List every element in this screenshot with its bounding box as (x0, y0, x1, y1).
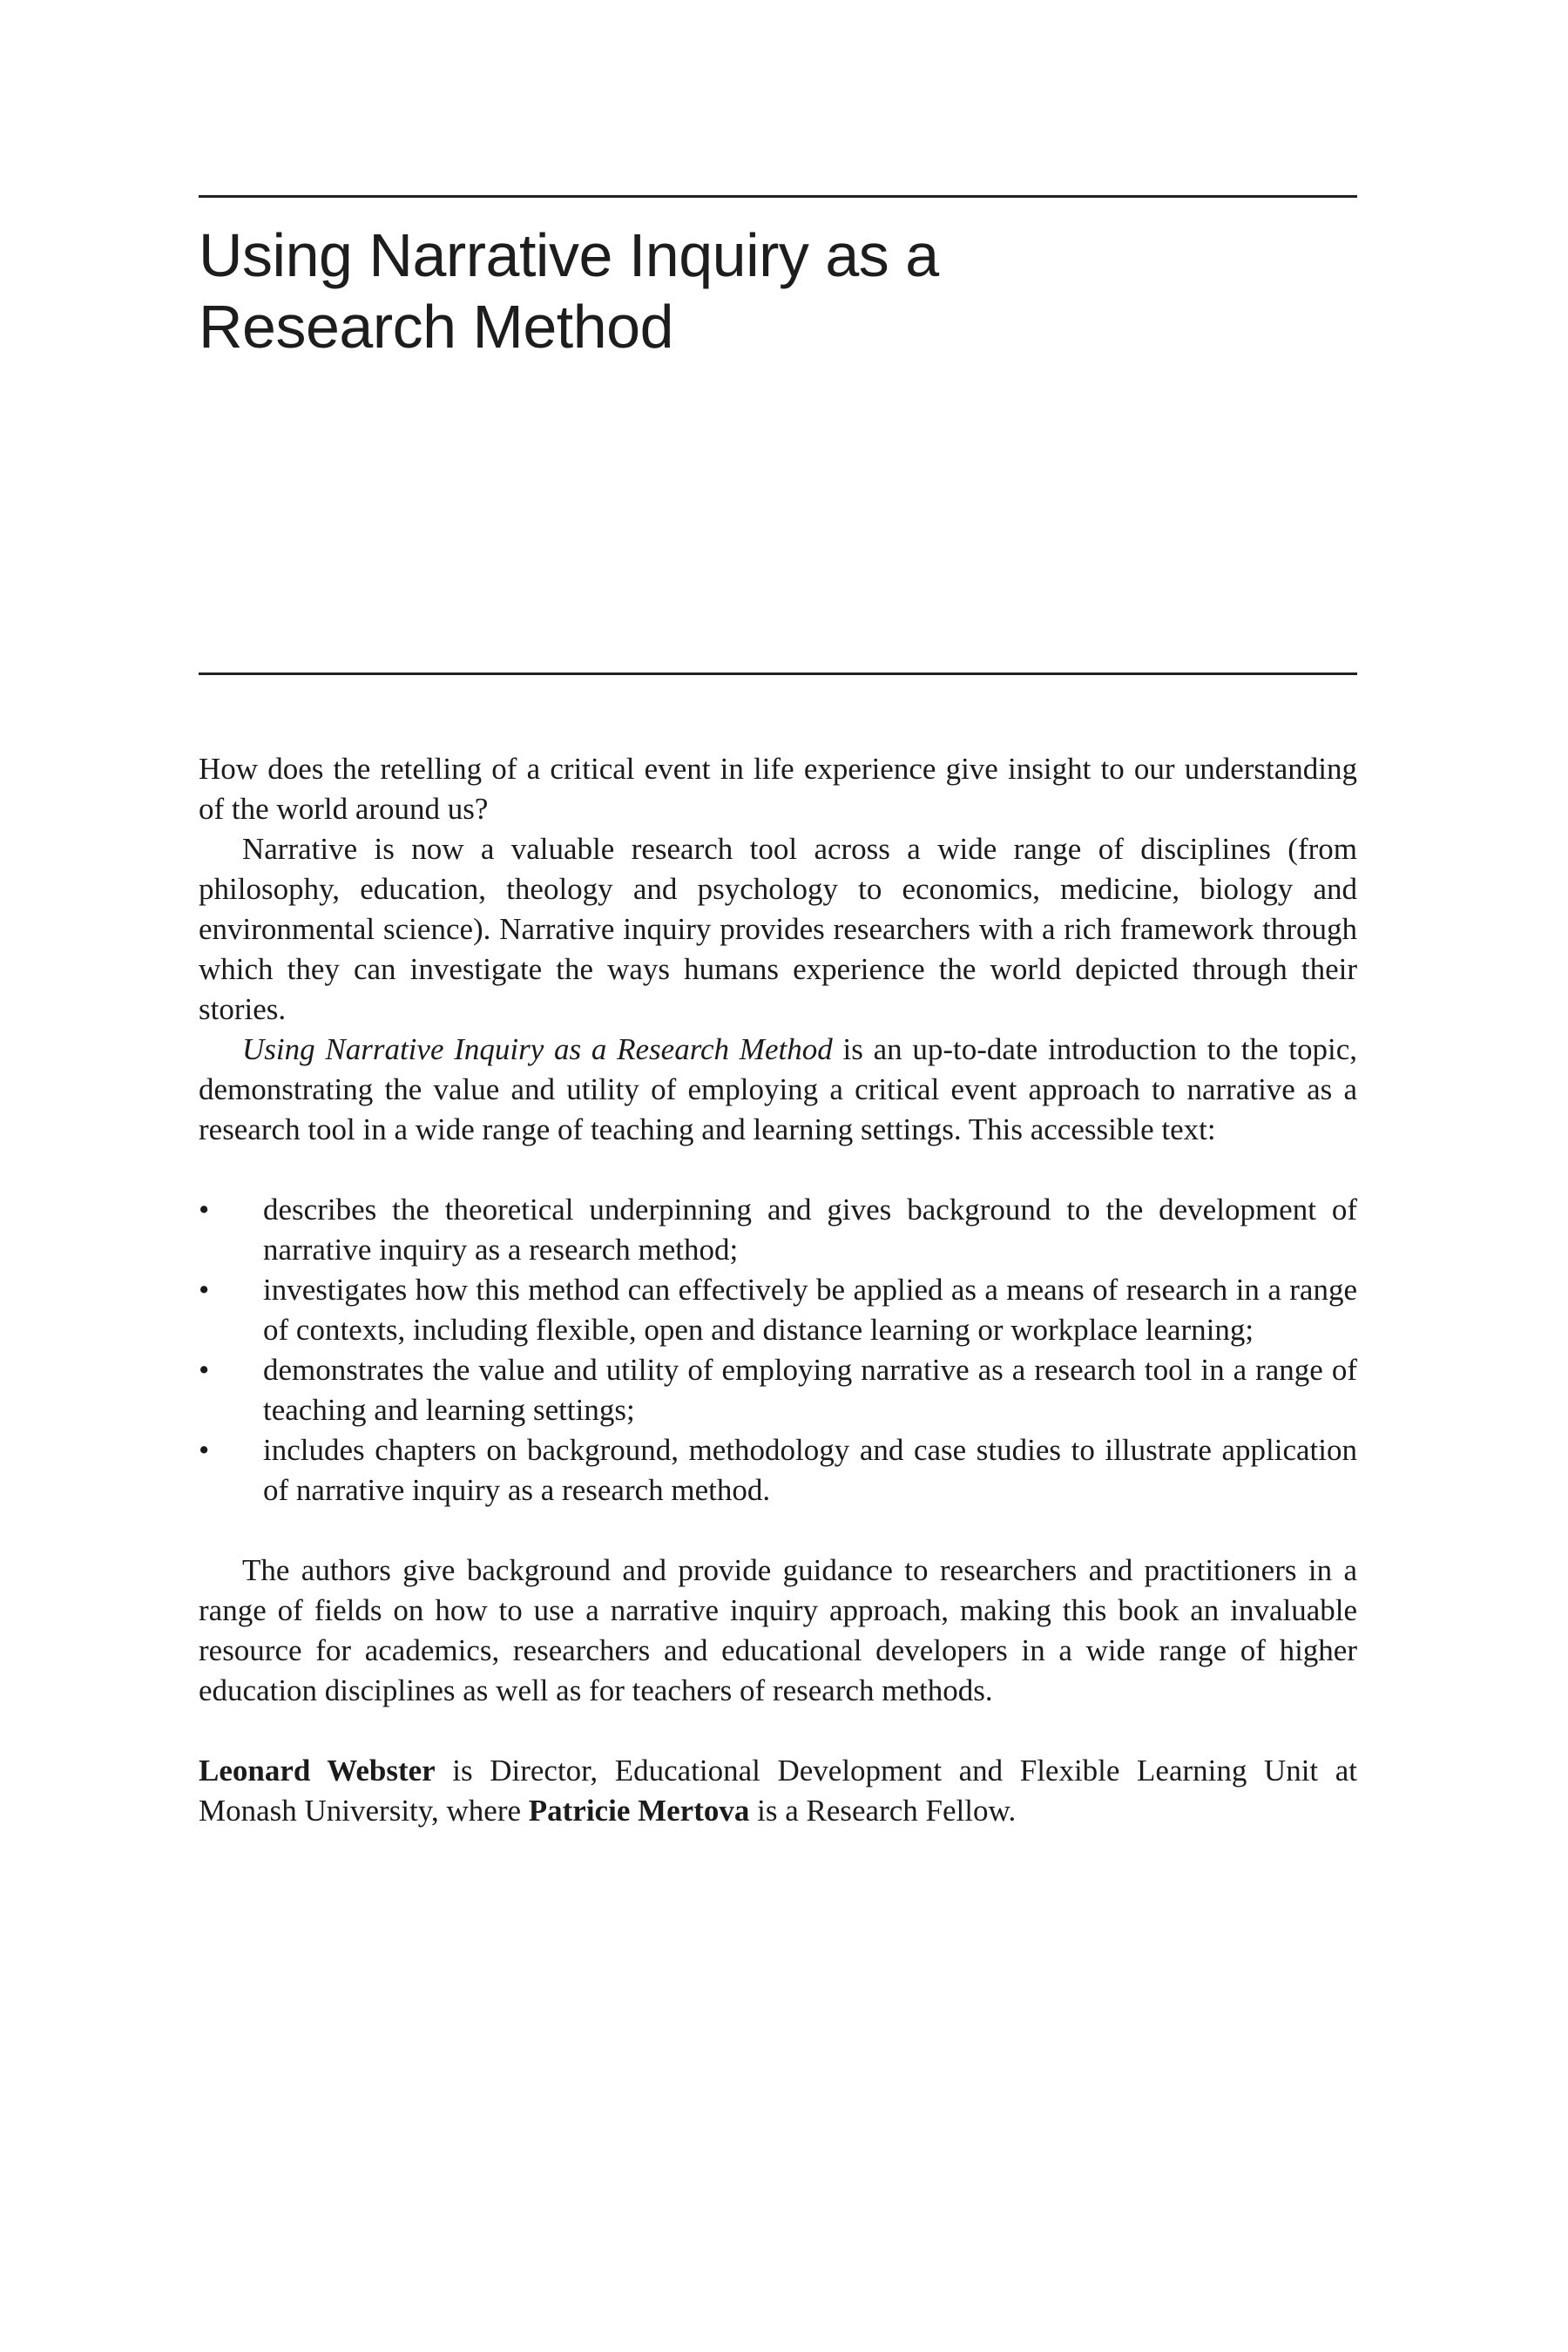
intro-question: How does the retelling of a critical event in life experience give insight to our understanding of the world around us? (199, 752, 1357, 826)
intro-paragraph: Narrative is now a valuable research tool across a wide range of disciplines (from philosophy, education, theology and psychology to economics, medicine, biology and environmental science). Narrative inquiry provides researchers with a rich framework through which they can investigate the ways humans experience the world depicted through their stories. (199, 832, 1357, 1026)
author-bio (199, 1751, 1357, 1831)
book-title-line-1: Using Narrative Inquiry as a (199, 221, 939, 289)
top-divider (199, 195, 1357, 198)
author-name-1: Leonard Webster (199, 1754, 436, 1788)
list-item-text: demonstrates the value and utility of employing narrative as a research tool in a range of teaching and learning settings; (263, 1353, 1357, 1427)
list-item (199, 1430, 1357, 1511)
bullet-icon: • (199, 1353, 210, 1387)
list-item (199, 1190, 1357, 1270)
list-item (199, 1270, 1357, 1350)
closing-paragraph: The authors give background and provide guidance to researchers and practitioners in a range of fields on how to use a narrative inquiry approach, making this book an invaluable resource for academics, researchers and educational developers in a wide range of higher education disciplines as well as for teachers of research methods. (199, 1553, 1357, 1707)
bullet-icon: • (199, 1433, 210, 1467)
author-bio-text-1: is Director, Educational Development and Flexible Learning Unit at Monash University, where (199, 1754, 1357, 1828)
description-paragraph (199, 1030, 1357, 1150)
bottom-divider (199, 672, 1357, 675)
bullet-icon: • (199, 1273, 210, 1307)
bullet-icon: • (199, 1193, 210, 1227)
italic-book-title: Using Narrative Inquiry as a Research Method (242, 1032, 833, 1066)
list-item-text: describes the theoretical underpinning and gives background to the development of narrative inquiry as a research method; (263, 1193, 1357, 1267)
list-item-text: investigates how this method can effectively be applied as a means of research in a range of contexts, including flexible, open and distance learning or workplace learning; (263, 1273, 1357, 1347)
author-name-2: Patricie Mertova (528, 1794, 750, 1828)
book-title (199, 220, 1357, 362)
list-item-text: includes chapters on background, methodology and case studies to illustrate application of narrative inquiry as a research method. (263, 1433, 1357, 1507)
list-item (199, 1350, 1357, 1430)
description-text: is an up-to-date introduction to the topic, demonstrating the value and utility of employing a critical event approach to narrative as a research tool in a wide range of teaching and learning settings. This accessible text: (199, 1032, 1357, 1146)
book-title-line-2: Research Method (199, 293, 674, 361)
feature-list (199, 1190, 1357, 1511)
author-bio-text-2: is a Research Fellow. (749, 1794, 1017, 1828)
blurb-body (199, 749, 1357, 1831)
